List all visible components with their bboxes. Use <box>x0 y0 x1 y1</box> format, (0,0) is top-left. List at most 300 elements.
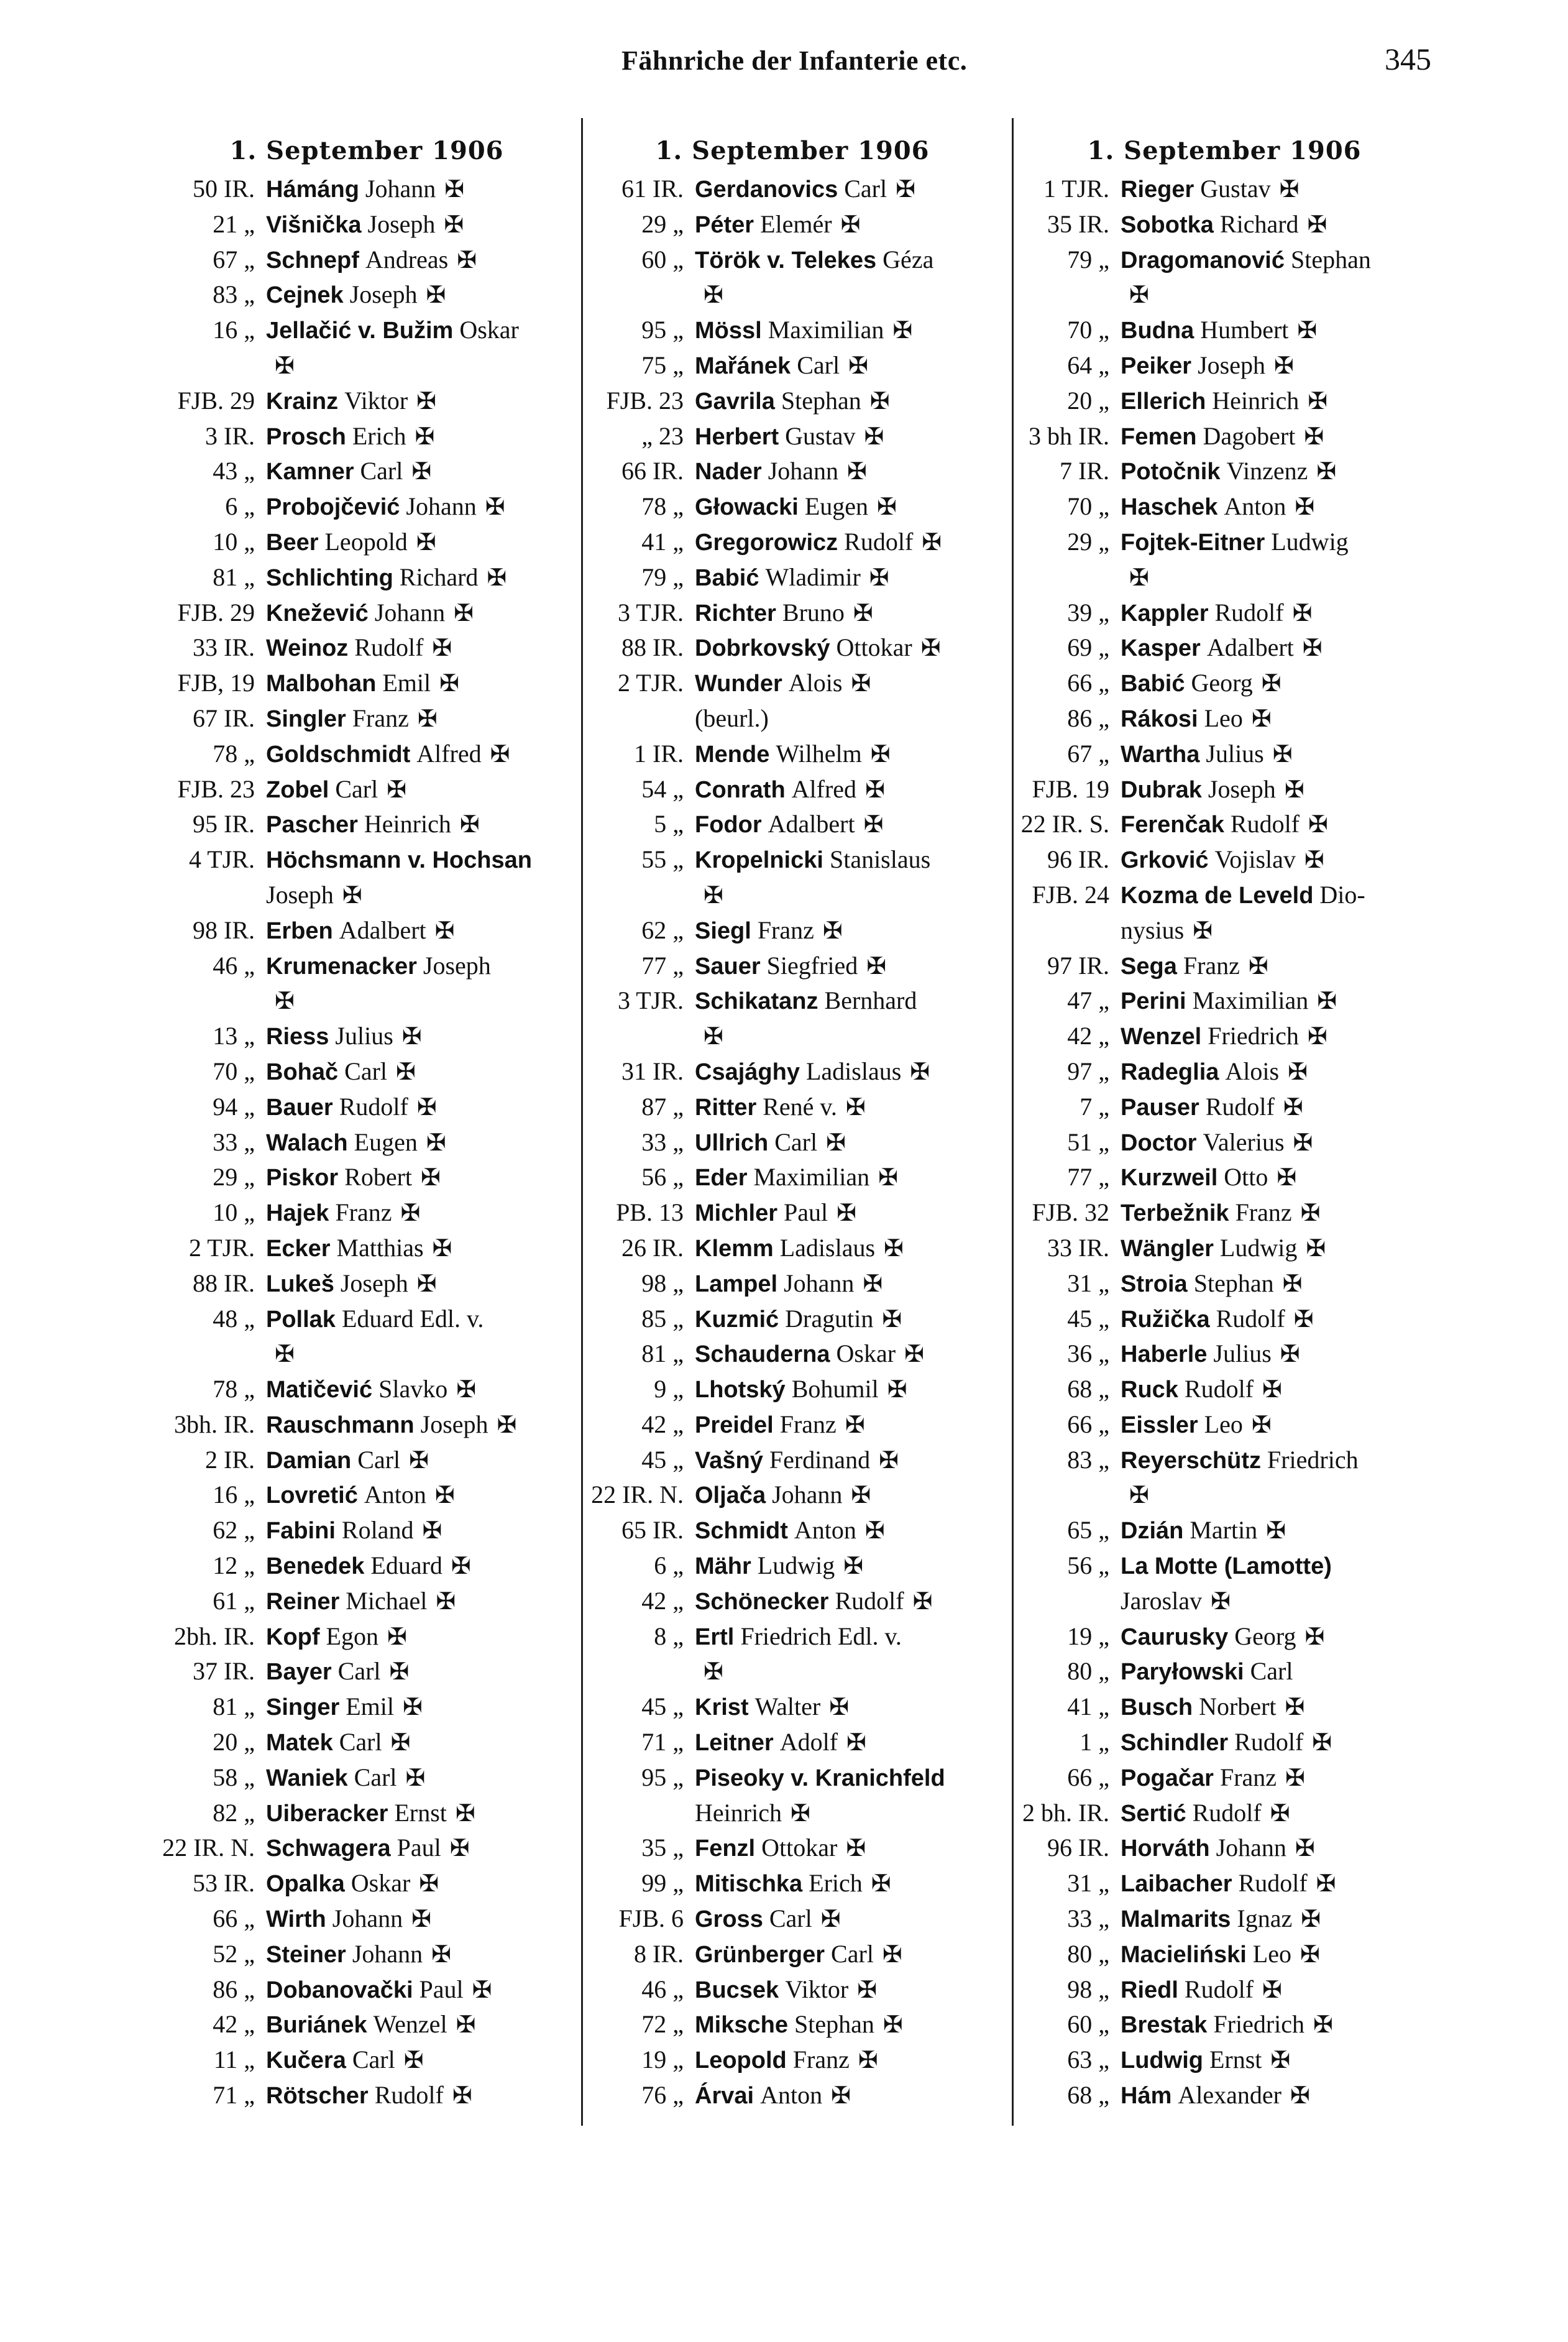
given-name: Emil <box>382 669 431 697</box>
cross-icon: ✠ <box>1301 1905 1321 1933</box>
surname: Preidel <box>695 1412 774 1438</box>
list-item <box>155 1125 578 1160</box>
given-name: Bohumil <box>791 1375 879 1403</box>
regiment-label: 80 „ <box>1067 1939 1109 1968</box>
person-name <box>1121 983 1439 1019</box>
cross-icon: ✠ <box>432 1234 452 1262</box>
given-name: Siegfried <box>766 951 858 980</box>
cross-icon: ✠ <box>419 1870 439 1898</box>
list-item <box>1010 1266 1439 1302</box>
regiment-label: 29 „ <box>213 1163 255 1192</box>
surname: Uiberacker <box>266 1800 388 1827</box>
cross-icon: ✠ <box>704 1022 723 1050</box>
list-item <box>155 842 578 878</box>
regiment-label: „ 23 <box>641 421 684 450</box>
surname: Hám <box>1121 2083 1172 2110</box>
given-name: Joseph <box>1208 774 1276 803</box>
surname: Pauser <box>1121 1094 1199 1121</box>
given-name: Adalbert <box>1206 633 1294 662</box>
given-name: Julius <box>1206 739 1264 768</box>
person-name <box>695 2078 1001 2113</box>
list-item <box>1010 1090 1439 1125</box>
list-item <box>584 913 1001 948</box>
list-item <box>1010 1584 1439 1619</box>
cross-icon: ✠ <box>704 881 723 909</box>
person-name <box>266 1231 578 1266</box>
person-name <box>1121 383 1439 419</box>
given-name: Rudolf <box>1184 1975 1254 2003</box>
surname: Laibacher <box>1121 1871 1232 1898</box>
regiment-label: 2 TJR. <box>189 1233 255 1262</box>
surname: Sega <box>1121 953 1177 980</box>
given-name: Dio- <box>1319 880 1365 909</box>
list-item <box>584 1796 1001 1831</box>
regiment-label: 1 IR. <box>634 739 684 768</box>
regiment-label: 3bh. IR. <box>174 1410 255 1438</box>
list-item <box>584 1160 1001 1195</box>
person-name <box>695 207 1001 242</box>
person-name <box>266 454 578 489</box>
list-item <box>1010 1513 1439 1548</box>
regiment-label: 79 „ <box>1067 245 1109 273</box>
cross-icon: ✠ <box>887 1375 907 1403</box>
list-item <box>155 1477 578 1513</box>
regiment-label: 11 „ <box>213 2046 255 2074</box>
regiment-label: 56 „ <box>1067 1551 1109 1580</box>
given-name: Carl <box>774 1127 818 1156</box>
surname: Ellerich <box>1121 388 1206 415</box>
surname: Brestak <box>1121 2012 1208 2039</box>
person-name <box>266 277 578 313</box>
regiment-label: 12 „ <box>213 1551 255 1580</box>
list-item <box>1010 1760 1439 1796</box>
given-name: Alois <box>788 669 843 697</box>
regiment-label: 42 „ <box>213 2010 255 2039</box>
cross-icon: ✠ <box>436 1587 456 1615</box>
regiment-label: 80 „ <box>1067 1657 1109 1686</box>
column-heading: 1. September 1906 <box>229 136 504 165</box>
regiment-label: 3 bh IR. <box>1029 421 1109 450</box>
regiment-label: FJB. 6 <box>618 1904 684 1933</box>
given-name: Maximilian <box>768 316 884 344</box>
surname: Ludwig <box>1121 2047 1203 2074</box>
regiment-label: 60 „ <box>1067 2010 1109 2039</box>
surname: Kappler <box>1121 600 1209 627</box>
list-item <box>1010 489 1439 525</box>
surname: Knežević <box>266 600 369 627</box>
cross-icon: ✠ <box>870 740 891 768</box>
given-name: Wilhelm <box>776 739 862 768</box>
person-name <box>266 1796 578 1831</box>
regiment-label: 42 „ <box>641 1410 684 1438</box>
given-name: Friedrich <box>1213 2010 1305 2039</box>
person-name <box>266 419 578 454</box>
given-name: Gustav <box>1200 175 1271 203</box>
list-item <box>1010 2042 1439 2078</box>
surname: Ullrich <box>695 1129 769 1156</box>
given-name: Leo <box>1204 704 1243 732</box>
regiment-label: 65 IR. <box>621 1516 684 1545</box>
person-name <box>266 383 578 419</box>
regiment-label: 45 „ <box>1067 1304 1109 1333</box>
regiment-label: 45 „ <box>641 1692 684 1721</box>
list-item <box>155 419 578 454</box>
surname: Krumenacker <box>266 953 417 980</box>
person-name <box>695 1548 1001 1584</box>
cross-icon: ✠ <box>863 1269 883 1297</box>
cross-icon: ✠ <box>831 2082 851 2110</box>
given-name: Carl <box>844 175 887 203</box>
given-name: Maximilian <box>1192 986 1309 1015</box>
given-name: Elemér <box>760 209 832 238</box>
column-divider <box>581 118 583 2126</box>
list-item <box>584 383 1001 419</box>
surname: Peiker <box>1121 352 1192 379</box>
list-item <box>584 2078 1001 2113</box>
surname: Opalka <box>266 1871 345 1898</box>
list-item <box>1010 1302 1439 1337</box>
surname: Kučera <box>266 2047 346 2074</box>
cross-icon: ✠ <box>1282 1269 1303 1297</box>
surname: Gavrila <box>695 388 775 415</box>
surname: Malbohan <box>266 671 377 697</box>
surname: Ruck <box>1121 1377 1178 1403</box>
cross-icon: ✠ <box>922 528 942 556</box>
person-name <box>266 1972 578 2008</box>
surname: Budna <box>1121 318 1194 344</box>
regiment-label: 35 IR. <box>1047 209 1109 238</box>
cross-icon: ✠ <box>457 246 477 273</box>
regiment-label: 5 „ <box>654 810 684 838</box>
cross-icon: ✠ <box>1306 1234 1326 1262</box>
person-name <box>695 1584 1001 1619</box>
person-name <box>1121 277 1439 313</box>
surname: Kropelnicki <box>695 847 823 874</box>
list-item <box>155 1513 578 1548</box>
cross-icon: ✠ <box>1129 1481 1149 1509</box>
list-item <box>1010 1972 1439 2008</box>
person-name <box>695 1195 1001 1231</box>
surname: Wirth <box>266 1906 326 1933</box>
cross-icon: ✠ <box>1261 669 1281 697</box>
list-item <box>155 489 578 525</box>
person-name <box>266 207 578 242</box>
list-item <box>155 1372 578 1407</box>
regiment-label: 58 „ <box>213 1763 255 1791</box>
list-item <box>155 1584 578 1619</box>
given-name: Carl <box>797 351 840 379</box>
list-item <box>1010 172 1439 207</box>
column-heading: 1. September 1906 <box>1087 136 1362 165</box>
cross-icon: ✠ <box>846 1729 866 1756</box>
list-item <box>155 737 578 772</box>
regiment-label: 13 „ <box>213 1022 255 1050</box>
person-name <box>1121 348 1439 383</box>
surname: Bohač <box>266 1058 339 1085</box>
person-name <box>1121 419 1439 454</box>
surname: Sobotka <box>1121 211 1214 238</box>
given-name: Alfred <box>416 739 482 768</box>
regiment-label: 66 „ <box>213 1904 255 1933</box>
list-item <box>155 454 578 489</box>
person-name <box>1121 1125 1439 1160</box>
surname: Siegl <box>695 917 751 944</box>
person-name <box>1121 666 1439 701</box>
given-name: Joseph <box>423 951 491 980</box>
list-item <box>584 1584 1001 1619</box>
cross-icon: ✠ <box>1262 1975 1282 2003</box>
person-name <box>1121 1443 1439 1478</box>
cross-icon: ✠ <box>826 1128 846 1156</box>
given-name: Oskar <box>836 1339 896 1368</box>
regiment-label: 41 „ <box>641 527 684 556</box>
person-name <box>1121 913 1439 948</box>
person-name <box>695 1231 1001 1266</box>
list-item <box>584 807 1001 842</box>
surname: Michler <box>695 1200 778 1227</box>
given-name: René v. <box>763 1092 837 1121</box>
person-name <box>1121 1513 1439 1548</box>
column-1 <box>155 132 578 2113</box>
regiment-label: 77 „ <box>641 951 684 980</box>
cross-icon: ✠ <box>490 740 510 768</box>
regiment-label: 53 IR. <box>193 1869 255 1898</box>
cross-icon: ✠ <box>449 1834 470 1862</box>
surname: Rieger <box>1121 177 1194 203</box>
given-name: Franz <box>1183 951 1240 980</box>
given-name: Rudolf <box>339 1092 408 1121</box>
regiment-label: 66 „ <box>1067 1763 1109 1791</box>
regiment-label: 7 „ <box>1080 1092 1109 1121</box>
regiment-label: FJB. 19 <box>1032 774 1109 803</box>
list-item <box>584 1266 1001 1302</box>
person-name <box>266 1302 578 1337</box>
cross-icon: ✠ <box>1280 1340 1300 1368</box>
regiment-label: 45 „ <box>641 1445 684 1474</box>
cross-icon: ✠ <box>1297 316 1318 344</box>
list-item <box>1010 1336 1439 1372</box>
regiment-label: 6 „ <box>225 492 255 521</box>
given-name: Carl <box>339 1728 382 1756</box>
list-item <box>155 207 578 242</box>
given-name: Erich <box>352 421 406 450</box>
regiment-label: 46 „ <box>641 1975 684 2003</box>
cross-icon: ✠ <box>877 493 897 521</box>
person-name <box>266 1266 578 1302</box>
regiment-label: 68 „ <box>1067 1375 1109 1403</box>
cross-icon: ✠ <box>452 2082 472 2110</box>
person-name <box>1121 172 1439 207</box>
surname: Riess <box>266 1024 329 1050</box>
list-item <box>584 1866 1001 1901</box>
cross-icon: ✠ <box>396 1057 416 1085</box>
surname: Probojčević <box>266 494 400 521</box>
person-name <box>1121 2078 1439 2113</box>
person-name <box>1121 1302 1439 1337</box>
given-name: Ludwig <box>1271 527 1349 556</box>
given-name: Carl <box>1250 1657 1293 1686</box>
cross-icon: ✠ <box>411 457 432 485</box>
list-item <box>155 1619 578 1655</box>
person-name <box>1121 1160 1439 1195</box>
surname: Sauer <box>695 953 761 980</box>
cross-icon: ✠ <box>432 634 452 662</box>
given-name: Johann <box>772 1481 843 1509</box>
cross-icon: ✠ <box>387 1622 407 1650</box>
regiment-label: 83 „ <box>1067 1445 1109 1474</box>
given-name: Carl <box>357 1445 401 1474</box>
person-name <box>266 1548 578 1584</box>
person-name <box>266 983 578 1019</box>
surname: Gross <box>695 1906 763 1933</box>
cross-icon: ✠ <box>390 1729 411 1756</box>
surname: Árvai <box>695 2083 754 2110</box>
given-name: Julius <box>1213 1339 1272 1368</box>
surname: Lhotský <box>695 1377 786 1403</box>
given-name: Richard <box>1219 209 1299 238</box>
given-name: Rudolf <box>1205 1092 1275 1121</box>
cross-icon: ✠ <box>1316 1870 1336 1898</box>
regiment-label: 88 IR. <box>193 1269 255 1297</box>
list-item <box>155 1160 578 1195</box>
surname: Benedek <box>266 1553 365 1580</box>
person-name <box>266 1937 578 1972</box>
regiment-label: 19 „ <box>641 2046 684 2074</box>
given-name: Johann <box>784 1269 855 1297</box>
list-item <box>155 913 578 948</box>
cross-icon: ✠ <box>439 669 459 697</box>
person-name <box>695 1054 1001 1090</box>
regiment-label: 22 IR. N. <box>162 1834 255 1862</box>
surname: Bauer <box>266 1094 333 1121</box>
list-item <box>1010 1372 1439 1407</box>
given-name: Bruno <box>782 598 845 627</box>
regiment-label: 2 TJR. <box>618 669 684 697</box>
regiment-label: 61 IR. <box>621 175 684 203</box>
list-item <box>584 1372 1001 1407</box>
given-name: Alexander <box>1178 2081 1281 2110</box>
person-name <box>695 454 1001 489</box>
surname: Grünberger <box>695 1941 825 1968</box>
cross-icon: ✠ <box>910 1057 930 1085</box>
regiment-label: 68 „ <box>1067 2081 1109 2110</box>
surname: Waniek <box>266 1765 348 1791</box>
person-name <box>266 1901 578 1937</box>
regiment-label: 8 IR. <box>634 1939 684 1968</box>
regiment-label: 2 IR. <box>205 1445 255 1474</box>
cross-icon: ✠ <box>865 775 885 803</box>
surname: Fojtek-Eitner <box>1121 529 1265 556</box>
regiment-label: 7 IR. <box>1060 457 1109 485</box>
regiment-label: 50 IR. <box>193 175 255 203</box>
list-item <box>1010 1654 1439 1689</box>
list-item <box>155 1972 578 2008</box>
surname: Gregorowicz <box>695 529 838 556</box>
column-3 <box>1010 132 1439 2113</box>
person-name <box>266 737 578 772</box>
list-item <box>155 595 578 631</box>
page-header <box>0 37 1568 87</box>
list-item <box>155 772 578 807</box>
regiment-label: 10 „ <box>213 527 255 556</box>
person-name <box>695 242 1001 278</box>
person-name <box>266 666 578 701</box>
given-name: Rudolf <box>1214 598 1284 627</box>
cross-icon: ✠ <box>851 669 871 697</box>
cross-icon: ✠ <box>851 1481 871 1509</box>
cross-icon: ✠ <box>444 210 464 238</box>
surname: Kuzmić <box>695 1306 779 1333</box>
given-name: Carl <box>354 1763 397 1791</box>
person-name <box>266 1054 578 1090</box>
regiment-label: 2 bh. IR. <box>1022 1798 1109 1827</box>
person-name <box>1121 1796 1439 1831</box>
entry-list <box>584 172 1001 2113</box>
cross-icon: ✠ <box>416 528 436 556</box>
given-name: Gustav <box>785 421 856 450</box>
surname: Singler <box>266 705 346 732</box>
regiment-label: 33 „ <box>641 1127 684 1156</box>
given-name: Humbert <box>1200 316 1289 344</box>
list-item <box>584 1901 1001 1937</box>
given-name: Rudolf <box>1238 1869 1308 1898</box>
regiment-label: 1 TJR. <box>1043 175 1109 203</box>
regiment-label: 95 „ <box>641 1763 684 1791</box>
regiment-label: 70 „ <box>1067 492 1109 521</box>
surname: Reiner <box>266 1588 340 1615</box>
list-item <box>584 983 1001 1019</box>
regiment-label: 66 „ <box>1067 1410 1109 1438</box>
list-item <box>155 807 578 842</box>
regiment-label: FJB. 23 <box>606 386 684 415</box>
list-item <box>584 1090 1001 1125</box>
surname: Nader <box>695 459 762 485</box>
given-name: Carl <box>769 1904 812 1933</box>
regiment-label: 78 „ <box>213 739 255 768</box>
cross-icon: ✠ <box>878 1164 898 1192</box>
regiment-label: 47 „ <box>1067 986 1109 1015</box>
list-item <box>584 737 1001 772</box>
list-item <box>1010 419 1439 454</box>
surname: Eissler <box>1121 1412 1198 1438</box>
surname: Potočnik <box>1121 459 1221 485</box>
cross-icon: ✠ <box>848 351 868 379</box>
person-name <box>695 983 1001 1019</box>
person-name <box>695 1090 1001 1125</box>
given-name: Erich <box>809 1869 863 1898</box>
given-name: Carl <box>335 774 378 803</box>
person-name <box>695 1901 1001 1937</box>
list-item <box>584 1443 1001 1478</box>
given-name: Anton <box>760 2081 823 2110</box>
cross-icon: ✠ <box>456 1375 477 1403</box>
list-item <box>1010 207 1439 242</box>
person-name <box>1121 1901 1439 1937</box>
cross-icon: ✠ <box>1300 1199 1321 1227</box>
surname: Weinoz <box>266 635 349 662</box>
regiment-label: FJB, 19 <box>177 669 255 697</box>
given-name: Walter <box>754 1692 821 1721</box>
surname: Malmarits <box>1121 1906 1231 1933</box>
regiment-label: FJB. 24 <box>1032 880 1109 909</box>
regiment-label: 95 IR. <box>193 810 255 838</box>
list-item <box>584 277 1001 313</box>
regiment-label: FJB. 29 <box>177 386 255 415</box>
given-name: Georg <box>1234 1622 1296 1650</box>
person-name <box>266 1125 578 1160</box>
regiment-label: 29 „ <box>641 209 684 238</box>
surname: Mitischka <box>695 1871 803 1898</box>
